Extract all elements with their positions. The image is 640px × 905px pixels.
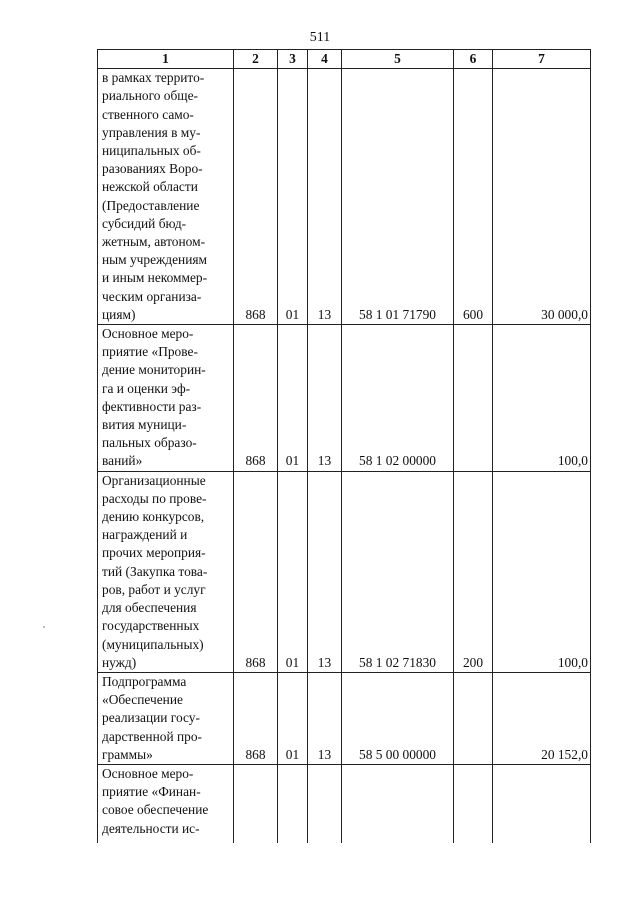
amount: 20 152,0 [493, 672, 591, 764]
description-line: Основное меро- [102, 765, 194, 781]
row-description [98, 471, 234, 672]
subsection-code: 13 [308, 672, 342, 764]
table-row [98, 764, 591, 843]
description-line: Организационные [102, 472, 206, 488]
row-description [98, 325, 234, 472]
row-description [98, 69, 234, 325]
description-line: реализации госу- [102, 710, 200, 726]
amount: 100,0 [493, 325, 591, 472]
description-line: нежской области [102, 179, 198, 195]
header-col-3: 3 [278, 50, 308, 69]
description-line: деятельности ис- [102, 820, 200, 836]
amount: 100,0 [493, 471, 591, 672]
description-line: приятие «Прове- [102, 344, 198, 360]
section-code: 01 [278, 471, 308, 672]
expense-type-code: 200 [454, 471, 493, 672]
ministry-code [234, 764, 278, 843]
description-line: управления в му- [102, 124, 201, 140]
section-code: 01 [278, 672, 308, 764]
description-line: прочих мероприя- [102, 545, 206, 561]
description-line: жетным, автоном- [102, 234, 206, 250]
target-article-code: 58 1 02 00000 [342, 325, 454, 472]
page-number: 511 [309, 30, 331, 45]
description-line: Подпрограмма [102, 673, 187, 689]
header-col-4: 4 [308, 50, 342, 69]
description-line: вития муници- [102, 417, 187, 433]
scan-speck [43, 626, 45, 628]
description-line: га и оценки эф- [102, 380, 191, 396]
ministry-code: 868 [234, 471, 278, 672]
subsection-code: 13 [308, 325, 342, 472]
row-description [98, 764, 234, 843]
description-line: циям) [102, 306, 136, 322]
description-line: дению конкурсов, [102, 509, 205, 525]
ministry-code: 868 [234, 69, 278, 325]
header-col-1: 1 [98, 50, 234, 69]
header-col-2: 2 [234, 50, 278, 69]
subsection-code: 13 [308, 471, 342, 672]
description-line: ваний» [102, 453, 143, 469]
description-line: дение мониторин- [102, 362, 206, 378]
row-description [98, 672, 234, 764]
description-line: расходы по прове- [102, 490, 207, 506]
description-line: риального обще- [102, 88, 198, 104]
subsection-code [308, 764, 342, 843]
description-line: ным учреждениям [102, 252, 208, 268]
header-col-5: 5 [342, 50, 454, 69]
table-row [98, 672, 591, 764]
description-line: Основное меро- [102, 326, 194, 342]
description-line: тий (Закупка това- [102, 563, 208, 579]
table-row [98, 69, 591, 325]
table-row [98, 471, 591, 672]
description-line: субсидий бюд- [102, 215, 187, 231]
expense-type-code [454, 672, 493, 764]
section-code: 01 [278, 69, 308, 325]
description-line: (Предоставление [102, 197, 200, 213]
description-line: в рамках террито- [102, 70, 205, 86]
description-line: ственного само- [102, 106, 194, 122]
target-article-code: 58 1 02 71830 [342, 471, 454, 672]
description-line: совое обеспечение [102, 802, 209, 818]
header-col-7: 7 [493, 50, 591, 69]
ministry-code: 868 [234, 672, 278, 764]
description-line: и иным некоммер- [102, 270, 208, 286]
budget-table [97, 49, 591, 843]
description-line: ниципальных об- [102, 143, 201, 159]
description-line: приятие «Финан- [102, 784, 201, 800]
subsection-code: 13 [308, 69, 342, 325]
amount [493, 764, 591, 843]
description-line: для обеспечения [102, 600, 197, 616]
description-line: ческим организа- [102, 288, 202, 304]
description-line: фективности раз- [102, 398, 202, 414]
description-line: ров, работ и услуг [102, 581, 206, 597]
description-line: «Обеспечение [102, 692, 183, 708]
expense-type-code [454, 764, 493, 843]
header-col-6: 6 [454, 50, 493, 69]
section-code [278, 764, 308, 843]
description-line: пальных образо- [102, 435, 197, 451]
description-line: государственных [102, 618, 200, 634]
target-article-code: 58 5 00 00000 [342, 672, 454, 764]
description-line: разованиях Воро- [102, 161, 203, 177]
target-article-code [342, 764, 454, 843]
description-line: дарственной про- [102, 728, 202, 744]
description-line: (муниципальных) [102, 636, 204, 652]
amount: 30 000,0 [493, 69, 591, 325]
table-row [98, 325, 591, 472]
description-line: граммы» [102, 746, 153, 762]
ministry-code: 868 [234, 325, 278, 472]
target-article-code: 58 1 01 71790 [342, 69, 454, 325]
expense-type-code [454, 325, 493, 472]
expense-type-code: 600 [454, 69, 493, 325]
table-header-row [98, 50, 591, 69]
description-line: награждений и [102, 527, 188, 543]
description-line: нужд) [102, 654, 137, 670]
section-code: 01 [278, 325, 308, 472]
